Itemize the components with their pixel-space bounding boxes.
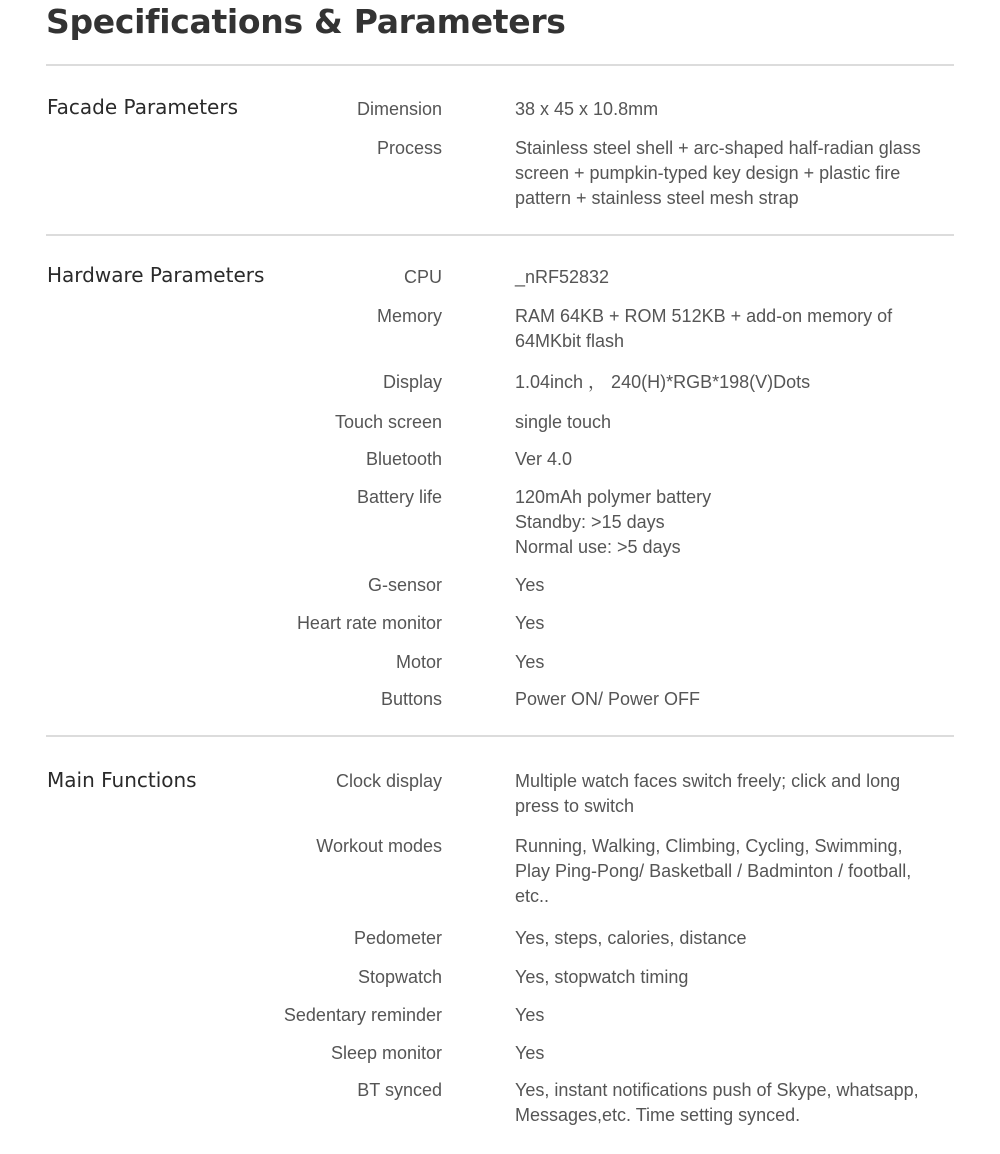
spec-label: Battery life (356, 487, 442, 507)
spec-value-line: Yes (515, 1005, 545, 1025)
spec-value (515, 97, 960, 122)
spec-label: Workout modes (316, 836, 442, 856)
section-title: Main Functions (47, 768, 197, 792)
spec-label: Motor (395, 652, 442, 672)
spec-value-line: screen + pumpkin-typed key design + plastic fire (515, 163, 901, 183)
spec-value (515, 926, 960, 951)
spec-label: Display (382, 372, 442, 392)
spec-value-line: Yes (515, 1043, 545, 1063)
spec-value-line: Standby: >15 days (515, 512, 665, 532)
spec-label: Process (376, 138, 442, 158)
spec-label: Bluetooth (365, 449, 442, 469)
spec-value-line: Yes, instant notifications push of Skype, whatsapp, (515, 1080, 919, 1100)
spec-value-line: Yes (515, 652, 545, 672)
spec-label: Touch screen (334, 412, 442, 432)
spec-value-line: 120mAh polymer battery (515, 487, 712, 507)
spec-value-line: Normal use: >5 days (515, 537, 681, 557)
spec-value (515, 410, 960, 435)
page-title: Specifications & Parameters (46, 2, 566, 41)
spec-value (515, 370, 960, 395)
spec-value (515, 304, 960, 354)
divider (46, 234, 954, 236)
spec-label: Sleep monitor (330, 1043, 442, 1063)
spec-value (515, 834, 960, 909)
spec-value (515, 687, 960, 712)
spec-label: Stopwatch (357, 967, 442, 987)
section-title: Facade Parameters (47, 95, 239, 119)
spec-value-line: 1.04inch ， 240(H)*RGB*198(V)Dots (515, 372, 811, 392)
spec-value (515, 1041, 960, 1066)
spec-value (515, 136, 960, 211)
spec-value (515, 1003, 960, 1028)
divider (46, 64, 954, 66)
spec-label: BT synced (357, 1080, 442, 1100)
spec-value-line: _nRF52832 (515, 267, 610, 287)
spec-label: Clock display (335, 771, 442, 791)
spec-label: Sedentary reminder (283, 1005, 442, 1025)
spec-label: Heart rate monitor (296, 613, 442, 633)
section-title: Hardware Parameters (47, 263, 265, 287)
spec-value-line: Yes (515, 613, 545, 633)
spec-label: Memory (376, 306, 442, 326)
spec-value-line: Power ON/ Power OFF (515, 689, 701, 709)
spec-value-line: Yes, stopwatch timing (515, 967, 689, 987)
spec-value-line: etc.. (515, 886, 550, 906)
spec-value (515, 965, 960, 990)
spec-label: G-sensor (367, 575, 442, 595)
spec-label: Dimension (356, 99, 442, 119)
spec-value-line: RAM 64KB + ROM 512KB + add-on memory of (515, 306, 893, 326)
spec-value (515, 769, 960, 819)
spec-value-line: Play Ping-Pong/ Basketball / Badminton / football, (515, 861, 912, 881)
spec-value-line: Stainless steel shell + arc-shaped half-radian glass (515, 138, 921, 158)
spec-value-line: pattern + stainless steel mesh strap (515, 188, 799, 208)
spec-value (515, 447, 960, 472)
spec-value-line: Multiple watch faces switch freely; click and long (515, 771, 901, 791)
spec-value-line: Yes, steps, calories, distance (515, 928, 747, 948)
divider (46, 735, 954, 737)
spec-value-line: press to switch (515, 796, 635, 816)
spec-value (515, 650, 960, 675)
spec-value-line: Ver 4.0 (515, 449, 573, 469)
spec-label: Pedometer (353, 928, 442, 948)
spec-value (515, 485, 960, 560)
spec-value (515, 573, 960, 598)
spec-value-line: Messages,etc. Time setting synced. (515, 1105, 801, 1125)
spec-value-line: 38 x 45 x 10.8mm (515, 99, 659, 119)
spec-value-line: Yes (515, 575, 545, 595)
spec-label: CPU (403, 267, 442, 287)
spec-value-line: 64MKbit flash (515, 331, 625, 351)
spec-value-line: Running, Walking, Climbing, Cycling, Swimming, (515, 836, 903, 856)
spec-value (515, 1078, 960, 1128)
spec-value-line: single touch (515, 412, 612, 432)
spec-value (515, 611, 960, 636)
spec-value (515, 265, 960, 290)
spec-label: Buttons (380, 689, 442, 709)
